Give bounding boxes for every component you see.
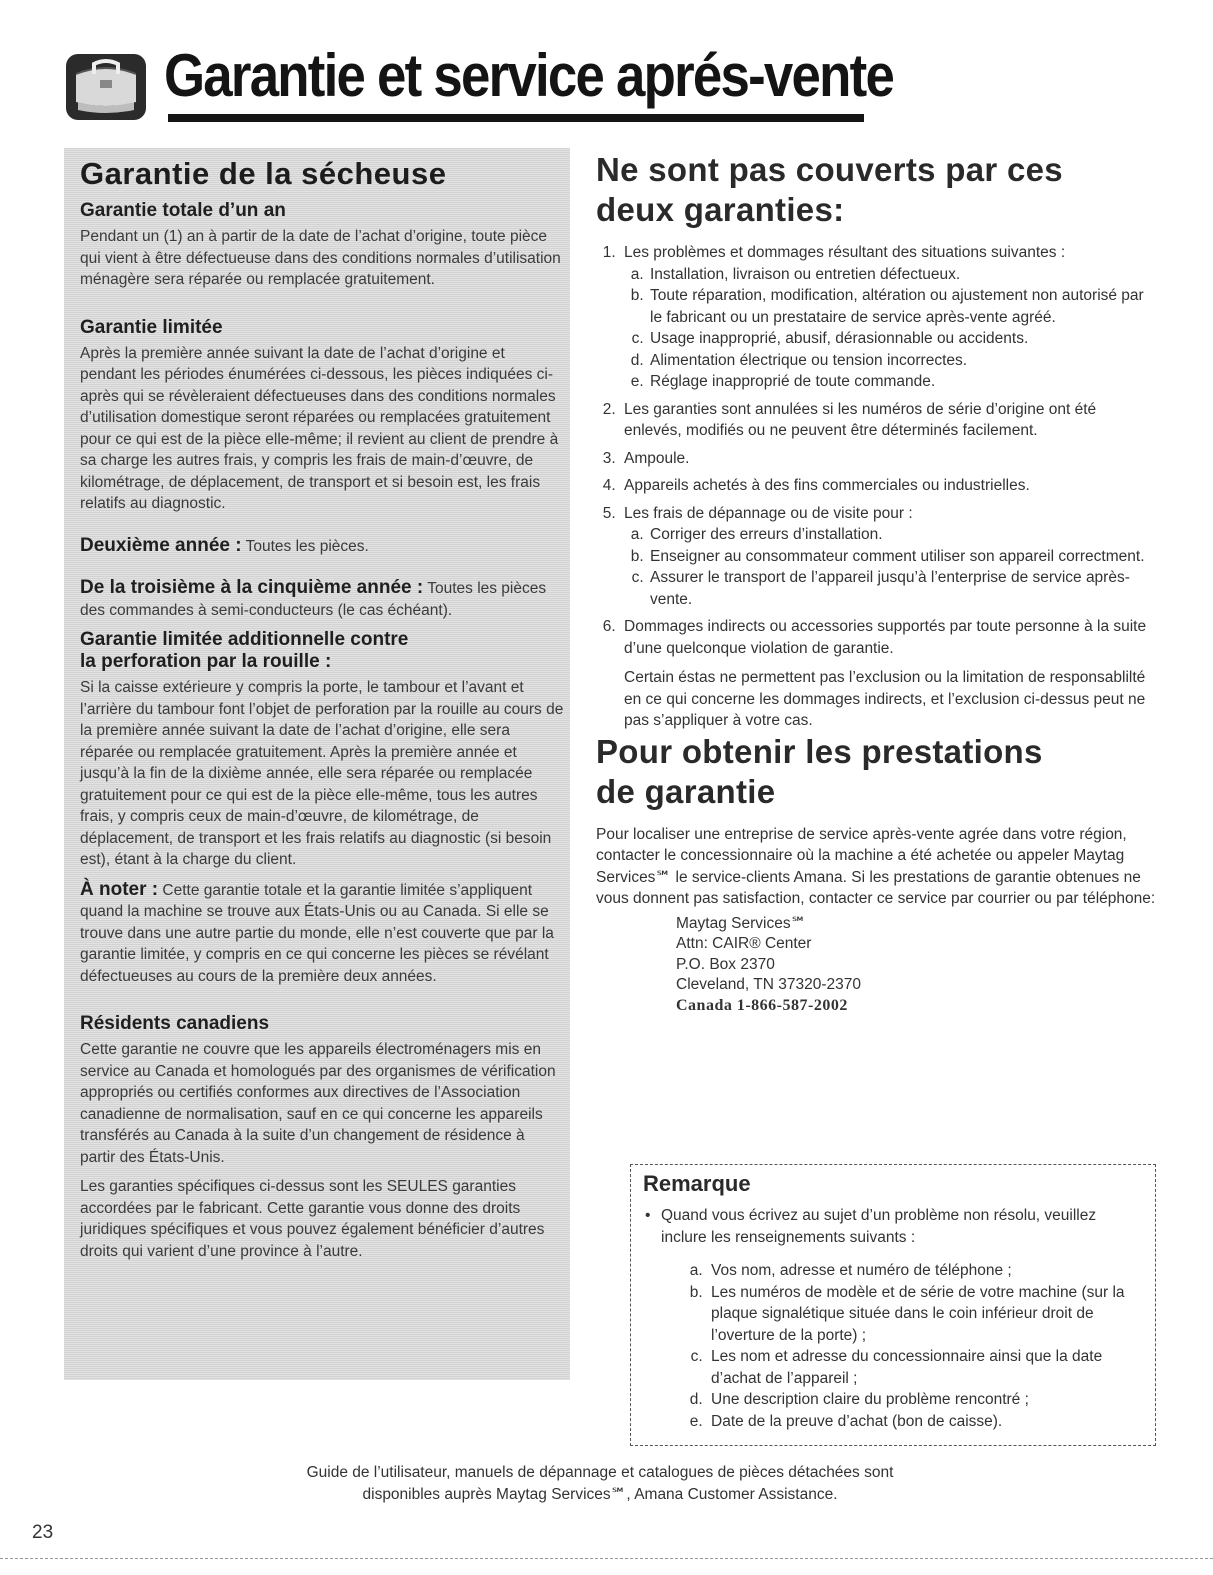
limited-warranty-heading: Garantie limitée <box>80 316 223 338</box>
page-title: Garantie et service aprés-vente <box>164 42 894 109</box>
footer-line2: disponibles auprès Maytag Services℠, Amana Customer Assistance. <box>362 1486 838 1503</box>
dryer-warranty-title: Garantie de la sécheuse <box>80 156 447 191</box>
list-item: e. Date de la preuve d’achat (bon de caisse). <box>707 1411 1143 1433</box>
canadian-residents-heading: Résidents canadiens <box>80 1013 270 1034</box>
list-item <box>620 242 1156 393</box>
page-footer <box>160 1462 1040 1506</box>
list-item: d. Une description claire du problème rencontré ; <box>707 1389 1143 1411</box>
full-warranty-heading: Garantie totale d’un an <box>80 200 286 221</box>
closing-text: Les garanties spécifiques ci-dessus sont les SEULES garanties accordées par le fabricant. Cette garantie vous donne des droits juridiques spécifiques et vous pouvez également bénéficier d’autres droits qui varient d’une province à l’autre. <box>80 1178 545 1260</box>
remarque-box <box>630 1164 1156 1446</box>
service-text: Pour localiser une entreprise de service après-vente agrée dans votre région, contacter le concessionnaire où la machine a été achetée ou appeler Maytag Services℠ le service-clients Amana. Si les prestations de garantie obtenues ne vous donnent pas satisfaction, contacter ce service par courrier ou par téléphone: <box>596 825 1156 907</box>
limited-warranty-text: Après la première année suivant la date de l’achat d’origine et pendant les périodes énumérées ci-dessous, les pièces indiquées ci-après qui se révèleraient défectueuses dans des conditions normales d’utilisation domestique seront réparées ou remplacées gratuitement pour ce qui est de la pièce elle-même; il revient au client de prendre à sa charge les autres frais, y compris les frais de main-d’œuvre, de kilométrage, de déplacement, de transport et si besoin est, les frais relatifs au diagnostic. <box>80 344 559 512</box>
second-year-heading: Deuxième année : <box>80 534 242 556</box>
service-title <box>596 732 1156 812</box>
list-item: 2. Les garanties sont annulées si les numéros de série d’origine ont été enlevés, modifiés ou ne peuvent être déterminés facilement. <box>620 399 1156 442</box>
right-column <box>596 150 1156 1016</box>
note-paragraph <box>80 879 564 988</box>
list-item <box>620 503 1156 611</box>
list-item: c. Les nom et adresse du concessionnaire ainsi que la date d’achat de l’appareil ; <box>707 1346 1143 1389</box>
third-fifth-year-heading: De la troisième à la cinquième année : <box>80 577 424 598</box>
service-title-line2: de garantie <box>596 772 776 810</box>
service-title-line1: Pour obtenir les prestations <box>596 732 1043 770</box>
address-line: Attn: CAIR® Center <box>676 935 812 952</box>
toolbox-icon <box>64 44 148 122</box>
exclusions-note: Certain éstas ne permettent pas l’exclusion ou la limitation de responsablilté en ce qui concerne les dommages indirects, et l’exclusion ci-dessus peut ne pas s’appliquer à votre cas. <box>624 669 1146 729</box>
third-fifth-year-text: Toutes les pièces des commandes à semi-conducteurs (le cas échéant). <box>80 580 547 619</box>
remarque-list <box>643 1260 1143 1432</box>
list-item: 6. Dommages indirects ou accessories supportés par toute personne à la suite d’une quelconque violation de garantie. <box>620 616 1156 659</box>
exclusion-5-text: Les frais de dépannage ou de visite pour : <box>624 504 913 522</box>
rust-warranty-text: Si la caisse extérieure y compris la porte, le tambour et l’avant et l’arrière du tambour font l’objet de perforation par la rouille au cours de la première année suivant la date de l’achat d’origine, elle sera réparée ou remplacée gratuitement. Après la première année et jusqu’à la fin de la dixième année, elle sera réparée ou remplacée gratuitement pour ce qui est de la pièce elle-même, tous les autres frais, y compris ceux de main-d’œuvre, de kilométrage, de déplacement, de transport et les frais relatifs au diagnostic (si besoin est), étant à la charge du client. <box>80 679 564 868</box>
exclusion-5-sublist <box>624 524 1156 610</box>
exclusion-1-text: Les problèmes et dommages résultant des situations suivantes : <box>624 244 1066 261</box>
remarque-title: Remarque <box>643 1171 751 1196</box>
bottom-divider <box>0 1558 1213 1560</box>
exclusions-title-line1: Ne sont pas couverts par ces <box>596 151 1063 188</box>
title-underline <box>168 114 864 122</box>
page-number: 23 <box>32 1522 54 1543</box>
full-warranty-text: Pendant un (1) an à partir de la date de l’achat d’origine, toute pièce qui vient à être défectueuse dans des conditions normales d’utilisation ménagère sera réparée ou remplacée gratuitement. <box>80 228 561 288</box>
page-header <box>64 40 894 128</box>
dryer-warranty-panel <box>64 148 570 1380</box>
list-item: a. Vos nom, adresse et numéro de téléphone ; <box>707 1260 1143 1282</box>
third-fifth-year-paragraph <box>80 577 564 621</box>
list-item: a. Installation, livraison ou entretien défectueux. <box>648 264 1156 286</box>
list-item: b. Les numéros de modèle et de série de votre machine (sur la plaque signalétique située dans le coin inférieur droit de l’overture de la porte) ; <box>707 1282 1143 1347</box>
list-item: 4. Appareils achetés à des fins commerciales ou industrielles. <box>620 475 1156 497</box>
address-line: Cleveland, TN 37320-2370 <box>676 976 861 993</box>
rust-heading-line2: la perforation par la rouille : <box>80 651 332 672</box>
list-item: d. Alimentation électrique ou tension incorrectes. <box>648 350 1156 372</box>
list-item: c. Usage inapproprié, abusif, dérasionnable ou accidents. <box>648 328 1156 350</box>
canadian-residents-text: Cette garantie ne couvre que les appareils électroménagers mis en service au Canada et homologués par des organismes de vérification appropriés ou certifiés conformes aux directives de l’Association canadienne de normalisation, sauf en ce qui concerne les appareils transférés au Canada à la suite d’un changement de résidence à partir des États-Unis. <box>80 1041 556 1166</box>
rust-heading-line1: Garantie limitée additionnelle contre <box>80 629 409 650</box>
list-item: e. Réglage inapproprié de toute commande. <box>648 371 1156 393</box>
exclusions-title <box>596 150 1156 230</box>
service-phone: Canada 1-866-587-2002 <box>676 996 848 1014</box>
exclusions-list <box>596 242 1156 659</box>
list-item: a. Corriger des erreurs d’installation. <box>648 524 1156 546</box>
second-year-paragraph <box>80 535 564 558</box>
note-label: À noter : <box>80 878 159 900</box>
second-year-text: Toutes les pièces. <box>241 537 369 555</box>
remarque-bullet: • Quand vous écrivez au sujet d’un problème non résolu, veuillez inclure les renseignements suivants : <box>643 1205 1143 1248</box>
list-item: c. Assurer le transport de l’appareil jusqu’à l’enterprise de service après-vente. <box>648 567 1156 610</box>
exclusions-title-line2: deux garanties: <box>596 191 845 228</box>
service-address <box>676 914 1156 1017</box>
address-line: Maytag Services℠ <box>676 914 807 932</box>
list-item: b. Toute réparation, modification, altération ou ajustement non autorisé par le fabricant ou un prestataire de service après-vente agréé. <box>648 285 1156 328</box>
rust-warranty-heading <box>80 629 564 673</box>
footer-line1: Guide de l’utilisateur, manuels de dépannage et catalogues de pièces détachées sont <box>306 1464 894 1481</box>
exclusion-1-sublist <box>624 264 1156 393</box>
list-item: b. Enseigner au consommateur comment utiliser son appareil correctment. <box>648 546 1156 568</box>
note-text: Cette garantie totale et la garantie limitée s’appliquent quand la machine se trouve aux États-Unis ou au Canada. Si elle se trouve dans une autre partie du monde, elle n’est couverte que par la garantie limitée, y compris en ce qui concerne les pièces se révélant défectueuses au cours de la première deux années. <box>80 881 554 985</box>
address-line: P.O. Box 2370 <box>676 955 775 973</box>
list-item: 3. Ampoule. <box>620 448 1156 470</box>
